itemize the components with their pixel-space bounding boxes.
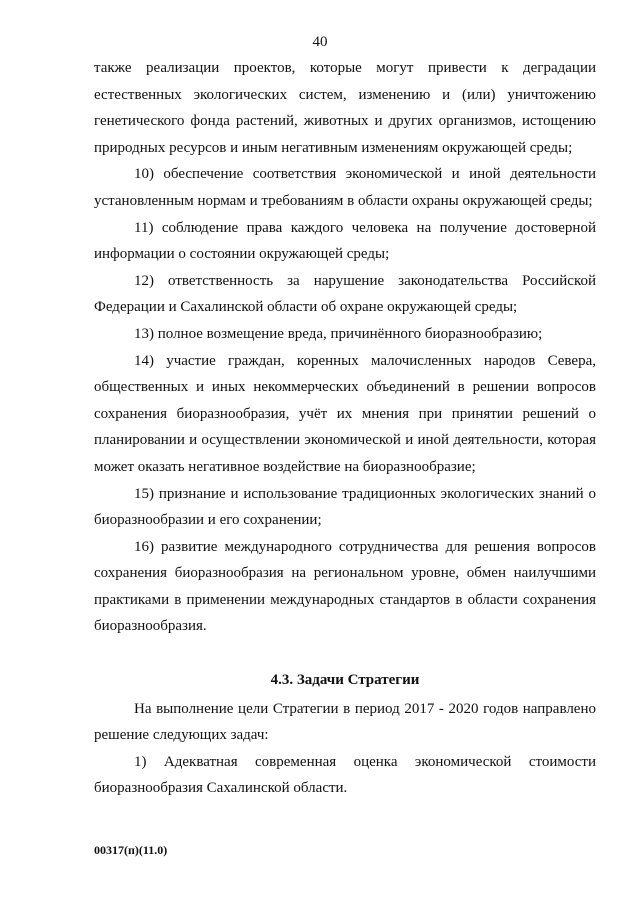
paragraph-item-15: 15) признание и использование традиционных экологических знаний о биоразнообразии и его сохранении;	[94, 485, 596, 529]
paragraph-continuation: также реализации проектов, которые могут привести к деградации естественных экологических систем, изменению и (или) уничтожению генетического фонда растений, животных и других организмов, истощению природных ресурсов и иным негативным изменениям окружающей среды;	[94, 60, 596, 156]
section-heading: 4.3. Задачи Стратегии	[270, 672, 420, 689]
paragraph-item-13: 13) полное возмещение вреда, причинённого биоразнообразию;	[134, 325, 543, 342]
paragraph-item-12: 12) ответственность за нарушение законодательства Российской Федерации и Сахалинской области об охране окружающей среды;	[94, 272, 596, 316]
paragraph-item-10: 10) обеспечение соответствия экономической и иной деятельности установленным нормам и требованиям в области охраны окружающей среды;	[94, 166, 596, 209]
page-number: 40	[312, 34, 328, 50]
document-code: 00317(п)(11.0)	[94, 843, 168, 857]
document-body	[94, 55, 596, 802]
paragraph-item-14: 14) участие граждан, коренных малочисленных народов Севера, общественных и иных некоммерческих объединений в решении вопросов сохранения биоразнообразия, учёт их мнения при принятии решений о планировании и осуществлении экономической и иной деятельности, которая может оказать негативное воздействие на биоразнообразие;	[94, 352, 596, 475]
section-intro-paragraph: На выполнение цели Стратегии в период 2017 - 2020 годов направлено решение следующих задач:	[94, 700, 596, 744]
task-item-1: 1) Адекватная современная оценка экономической стоимости биоразнообразия Сахалинской области.	[94, 753, 596, 797]
paragraph-item-16: 16) развитие международного сотрудничества для решения вопросов сохранения биоразнообразия на региональном уровне, обмен наилучшими практиками в применении международных стандартов в области сохранения биоразнообразия.	[94, 538, 596, 635]
paragraph-item-11: 11) соблюдение права каждого человека на получение достоверной информации о состоянии окружающей среды;	[94, 219, 596, 263]
